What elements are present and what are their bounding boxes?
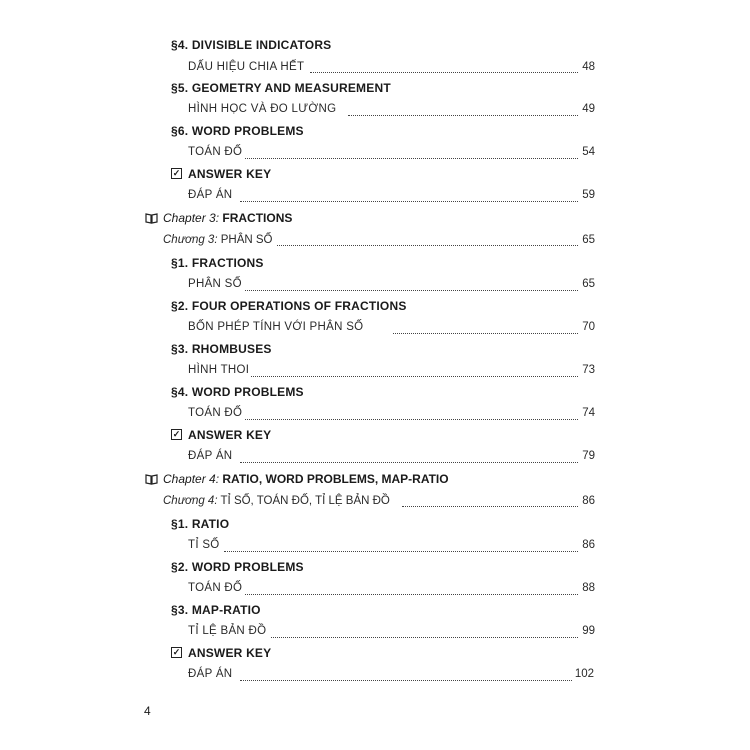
dot-leader [245,594,578,595]
entry-page: 86 [582,539,595,551]
dot-leader [310,72,578,73]
chapter-title-vn: PHÂN SỐ [220,234,273,246]
entry-page: 102 [574,668,594,680]
entry-title-vn: TOÁN ĐỐ [188,582,243,594]
entry-title-vn: ĐÁP ÁN [188,189,233,201]
book-icon [145,474,158,485]
entry-page: 49 [582,103,595,115]
dot-leader [245,158,578,159]
dot-leader [402,506,578,507]
entry-page: 88 [582,582,595,594]
entry-title-vn: HÌNH THOI [188,364,250,376]
chapter-label-vn: Chương 3: [163,234,218,246]
entry-title-en: ANSWER KEY [188,428,272,442]
entry-title-en: §4. DIVISIBLE INDICATORS [171,38,332,52]
entry-page: 54 [582,146,595,158]
entry-title-vn: ĐÁP ÁN [188,450,233,462]
entry-title-en: §2. FOUR OPERATIONS OF FRACTIONS [171,299,407,313]
entry-title-vn: BỐN PHÉP TÍNH VỚI PHÂN SỐ [188,321,364,333]
entry-page: 70 [582,321,595,333]
entry-title-en: §1. FRACTIONS [171,256,264,270]
entry-title-vn: PHÂN SỐ [188,278,242,290]
checkbox-icon: ✓ [172,168,181,178]
entry-title-en: §3. MAP-RATIO [171,603,261,617]
dot-leader [277,245,578,246]
entry-title-vn: HÌNH HỌC VÀ ĐO LƯỜNG [188,103,337,115]
dot-leader [245,290,578,291]
book-icon [145,213,158,224]
chapter-title: RATIO, WORD PROBLEMS, MAP-RATIO [222,472,449,486]
entry-page: 79 [582,450,595,462]
dot-leader [240,680,572,681]
entry-title-en: ANSWER KEY [188,167,272,181]
page-number: 4 [144,704,151,718]
dot-leader [224,551,578,552]
entry-title-en: §2. WORD PROBLEMS [171,560,304,574]
chapter-title: FRACTIONS [222,211,293,225]
checkbox-icon: ✓ [172,647,181,657]
entry-title-en: §5. GEOMETRY AND MEASUREMENT [171,81,391,95]
entry-title-vn: TỈ SỐ [188,539,220,551]
entry-title-en: ANSWER KEY [188,646,272,660]
entry-title-en: §4. WORD PROBLEMS [171,385,304,399]
entry-page: 59 [582,189,595,201]
entry-page: 86 [582,495,595,507]
entry-title-en: §6. WORD PROBLEMS [171,124,304,138]
entry-title-vn: TOÁN ĐỐ [188,407,243,419]
entry-title-vn: TOÁN ĐỐ [188,146,243,158]
entry-title-vn: TỈ LỆ BẢN ĐỒ [188,625,267,637]
entry-page: 65 [582,278,595,290]
entry-title-en: §3. RHOMBUSES [171,342,272,356]
entry-page: 99 [582,625,595,637]
entry-page: 73 [582,364,595,376]
entry-title-en: §1. RATIO [171,517,230,531]
entry-title-vn: DẤU HIỆU CHIA HẾT [188,61,305,73]
dot-leader [271,637,578,638]
chapter-label: Chapter 3: [163,211,220,225]
entry-page: 48 [582,61,595,73]
dot-leader [240,462,578,463]
dot-leader [245,419,578,420]
entry-page: 65 [582,234,595,246]
chapter-label-vn: Chương 4: [163,495,218,507]
entry-title-vn: ĐÁP ÁN [188,668,233,680]
dot-leader [348,115,578,116]
dot-leader [240,201,578,202]
dot-leader [251,376,578,377]
checkbox-icon: ✓ [172,429,181,439]
chapter-label: Chapter 4: [163,472,220,486]
chapter-title-vn: TỈ SỐ, TOÁN ĐỐ, TỈ LỆ BẢN ĐỒ [220,495,390,507]
entry-page: 74 [582,407,595,419]
dot-leader [393,333,578,334]
